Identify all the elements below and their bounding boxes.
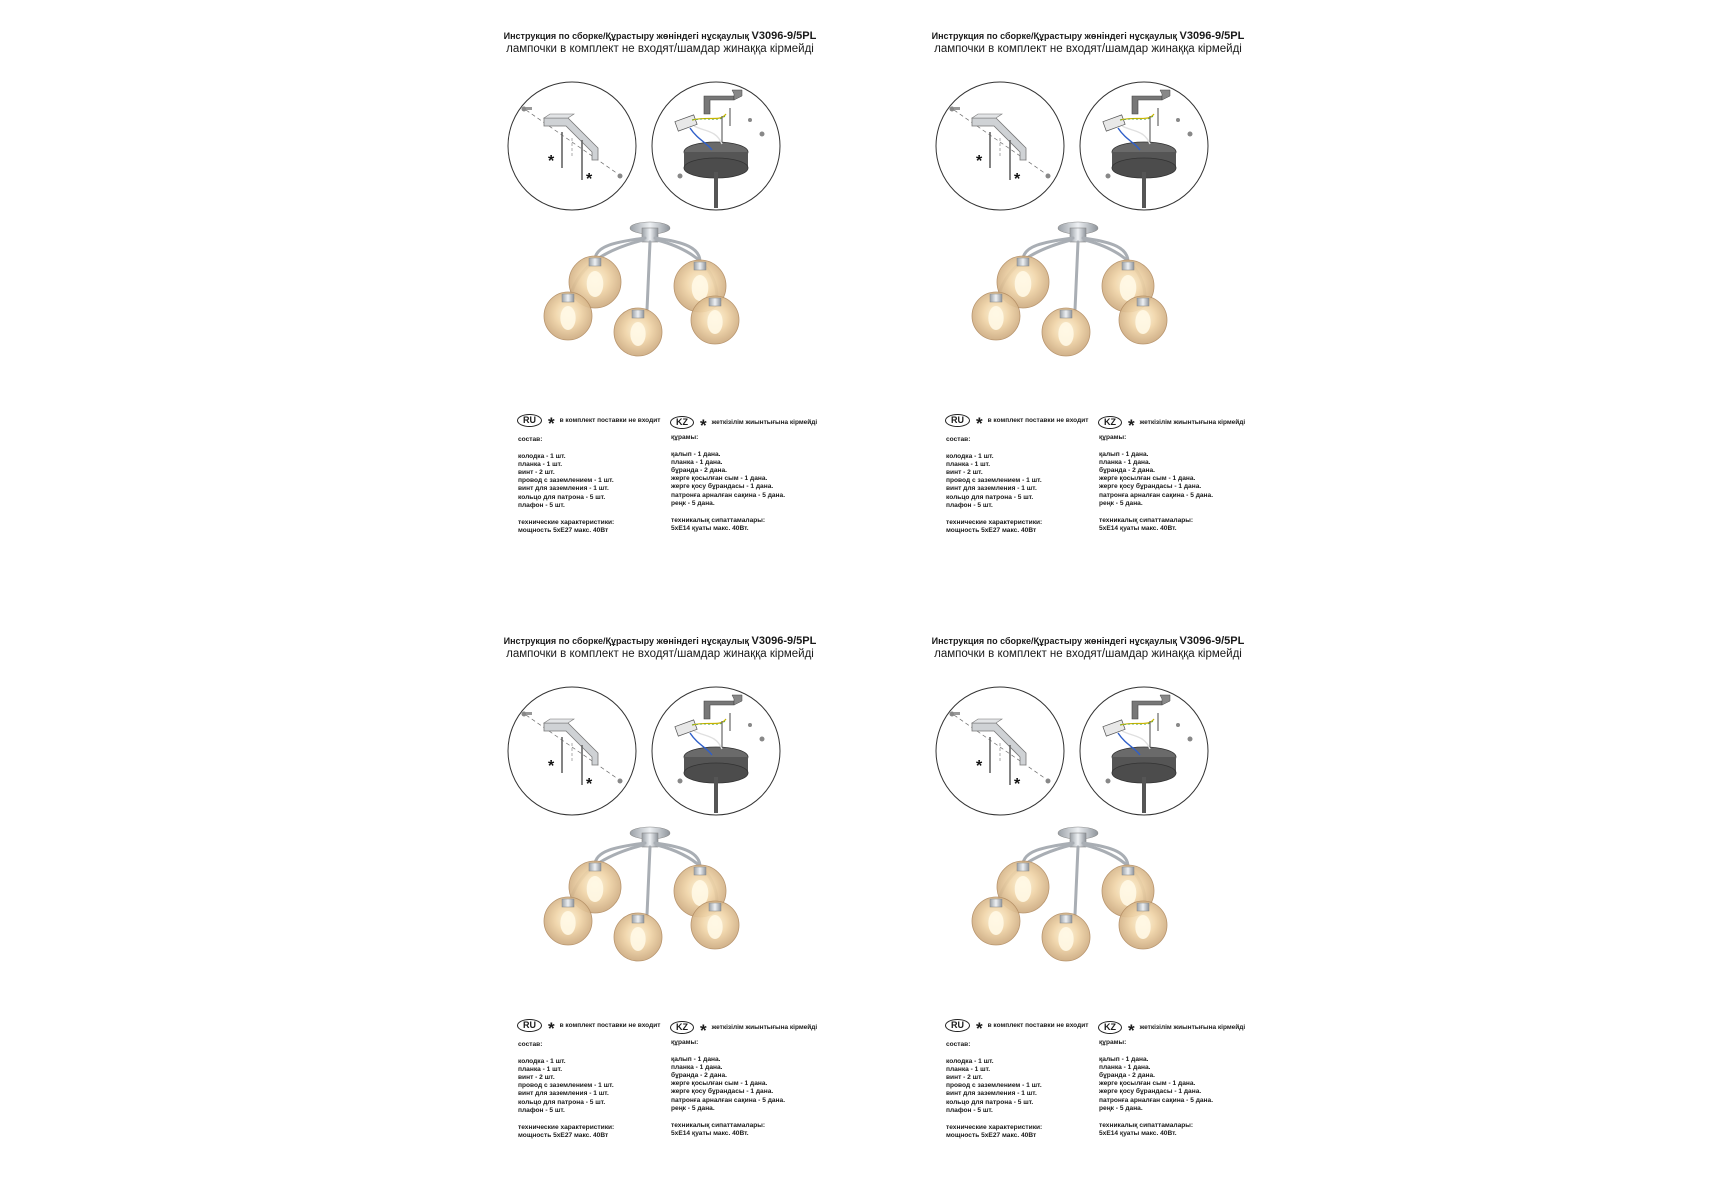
kz-legend	[1098, 1020, 1246, 1040]
chandelier-illustration	[963, 825, 1193, 975]
asterisk-mark: *	[586, 776, 593, 793]
ru-legend	[945, 413, 1089, 433]
kz-spec-header: техникалық сипаттамалары:	[671, 1121, 766, 1129]
component-item: винт для заземления - 1 шт.	[518, 1090, 609, 1098]
component-item: провод с заземлением - 1 шт.	[946, 477, 1042, 485]
bulbs-not-included-note: лампочки в комплект не входят/шамдар жинаққа кірмейді	[506, 43, 814, 55]
component-item: кольцо для патрона - 5 шт.	[946, 493, 1034, 501]
ru-not-included-note: в комплект поставки не входит	[559, 417, 661, 424]
kz-parts-header: құрамы:	[671, 434, 699, 441]
kz-not-included-note: жеткізілім жиынтығына кірмейді	[1139, 419, 1246, 426]
ru-parts-list	[946, 436, 1042, 535]
component-item: планка - 1 шт.	[946, 461, 991, 469]
component-item: провод с заземлением - 1 шт.	[518, 1082, 614, 1090]
kz-parts-list	[1099, 1039, 1213, 1138]
component-item: патронға арналған сақина - 5 дана.	[1099, 491, 1214, 499]
model-number: V3096-9/5PL	[751, 30, 817, 42]
component-item: жерге қосу бұрандасы - 1 дана.	[1099, 1088, 1202, 1096]
mounting-plate-diagram	[506, 685, 638, 817]
ru-spec-value: мощность 5xE27 макс. 40Вт	[518, 526, 609, 534]
component-item: планка - 1 дана.	[1099, 459, 1151, 467]
ru-legend	[945, 1018, 1089, 1038]
sheet-title	[908, 30, 1268, 42]
ru-not-included-note: в комплект поставки не входит	[987, 417, 1089, 424]
sheet-header	[908, 635, 1268, 661]
component-item: винт для заземления - 1 шт.	[518, 485, 609, 493]
component-item: провод с заземлением - 1 шт.	[518, 477, 614, 485]
bulbs-not-included-note: лампочки в комплект не входят/шамдар жинаққа кірмейді	[506, 648, 814, 660]
component-item: планка - 1 дана.	[671, 459, 723, 467]
component-item: кольцо для патрона - 5 шт.	[518, 493, 606, 501]
canopy-wiring-diagram	[1078, 80, 1210, 212]
component-item: винт для заземления - 1 шт.	[946, 1090, 1037, 1098]
instruction-sheet	[908, 635, 1338, 1155]
kz-spec-header: техникалық сипаттамалары:	[1099, 1121, 1194, 1129]
component-item: колодка - 1 шт.	[518, 1058, 566, 1066]
asterisk-icon: *	[548, 413, 555, 433]
component-item: қалып - 1 дана.	[1099, 1056, 1149, 1064]
ru-badge: RU	[517, 1019, 542, 1032]
bulbs-not-included-note: лампочки в комплект не входят/шамдар жинаққа кірмейді	[934, 43, 1242, 55]
canopy-wiring-diagram	[1078, 685, 1210, 817]
component-item: реңк - 5 дана.	[1099, 499, 1143, 507]
instruction-sheet	[480, 30, 910, 550]
sheet-header	[908, 30, 1268, 56]
chandelier-illustration	[963, 220, 1193, 370]
component-item: жерге қосылған сым - 1 дана.	[1099, 475, 1196, 483]
component-item: жерге қосылған сым - 1 дана.	[1099, 1080, 1196, 1088]
component-item: планка - 1 шт.	[946, 1066, 991, 1074]
component-item: винт - 2 шт.	[518, 1074, 555, 1082]
kz-spec-value: 5xE14 қуаты макс. 40Вт.	[1099, 1129, 1177, 1137]
component-item: планка - 1 шт.	[518, 461, 563, 469]
component-item: реңк - 5 дана.	[671, 1104, 715, 1112]
ru-spec-value: мощность 5xE27 макс. 40Вт	[946, 526, 1037, 534]
component-item: плафон - 5 шт.	[518, 1106, 565, 1114]
kz-parts-header: құрамы:	[1099, 1039, 1127, 1046]
component-item: планка - 1 шт.	[518, 1066, 563, 1074]
component-item: патронға арналған сақина - 5 дана.	[1099, 1096, 1214, 1104]
component-item: жерге қосу бұрандасы - 1 дана.	[671, 483, 774, 491]
component-item: бұранда - 2 дана.	[1099, 467, 1155, 475]
mounting-plate-diagram	[934, 685, 1066, 817]
ru-parts-header: состав:	[518, 436, 543, 443]
title-text: Инструкция по сборке/Құрастыру жөніндегі нұсқаулық	[503, 31, 750, 41]
component-item: плафон - 5 шт.	[946, 501, 993, 509]
kz-spec-header: техникалық сипаттамалары:	[1099, 516, 1194, 524]
asterisk-mark: *	[548, 758, 555, 775]
component-item: кольцо для патрона - 5 шт.	[946, 1098, 1034, 1106]
component-item: патронға арналған сақина - 5 дана.	[671, 1096, 786, 1104]
kz-spec-value: 5xE14 қуаты макс. 40Вт.	[671, 524, 749, 532]
component-item: колодка - 1 шт.	[946, 453, 994, 461]
asterisk-icon: *	[976, 1018, 983, 1038]
kz-badge: KZ	[670, 1021, 694, 1034]
ru-spec-header: технические характеристики:	[518, 518, 615, 526]
component-item: планка - 1 дана.	[671, 1064, 723, 1072]
asterisk-icon: *	[1128, 1020, 1135, 1040]
kz-badge: KZ	[1098, 1021, 1122, 1034]
kz-parts-list	[1099, 434, 1213, 533]
sheet-title	[480, 30, 840, 42]
ru-badge: RU	[945, 1019, 970, 1032]
sheet-title	[908, 635, 1268, 647]
asterisk-mark: *	[976, 153, 983, 170]
kz-not-included-note: жеткізілім жиынтығына кірмейді	[711, 1024, 818, 1031]
kz-not-included-note: жеткізілім жиынтығына кірмейді	[1139, 1024, 1246, 1031]
component-item: қалып - 1 дана.	[1099, 451, 1149, 459]
component-item: винт для заземления - 1 шт.	[946, 485, 1037, 493]
ru-parts-header: состав:	[946, 1041, 971, 1048]
ru-spec-header: технические характеристики:	[946, 1123, 1043, 1131]
kz-parts-list	[671, 434, 785, 533]
title-text: Инструкция по сборке/Құрастыру жөніндегі нұсқаулық	[931, 636, 1178, 646]
ru-badge: RU	[517, 414, 542, 427]
ru-not-included-note: в комплект поставки не входит	[559, 1022, 661, 1029]
component-item: қалып - 1 дана.	[671, 1056, 721, 1064]
canopy-wiring-diagram	[650, 685, 782, 817]
component-item: бұранда - 2 дана.	[1099, 1072, 1155, 1080]
model-number: V3096-9/5PL	[1179, 30, 1245, 42]
asterisk-icon: *	[700, 415, 707, 435]
kz-parts-list	[671, 1039, 785, 1138]
ru-not-included-note: в комплект поставки не входит	[987, 1022, 1089, 1029]
component-item: қалып - 1 дана.	[671, 451, 721, 459]
mounting-plate-diagram	[934, 80, 1066, 212]
ru-parts-list	[946, 1041, 1042, 1140]
sheet-header	[480, 30, 840, 56]
asterisk-mark: *	[586, 171, 593, 188]
component-item: колодка - 1 шт.	[946, 1058, 994, 1066]
model-number: V3096-9/5PL	[751, 635, 817, 647]
asterisk-icon: *	[1128, 415, 1135, 435]
component-item: кольцо для патрона - 5 шт.	[518, 1098, 606, 1106]
sheet-header	[480, 635, 840, 661]
ru-parts-header: состав:	[518, 1041, 543, 1048]
component-item: реңк - 5 дана.	[1099, 1104, 1143, 1112]
kz-badge: KZ	[670, 416, 694, 429]
kz-legend	[1098, 415, 1246, 435]
component-item: плафон - 5 шт.	[518, 501, 565, 509]
component-item: реңк - 5 дана.	[671, 499, 715, 507]
asterisk-icon: *	[976, 413, 983, 433]
component-item: плафон - 5 шт.	[946, 1106, 993, 1114]
component-item: винт - 2 шт.	[518, 469, 555, 477]
component-item: бұранда - 2 дана.	[671, 467, 727, 475]
title-text: Инструкция по сборке/Құрастыру жөніндегі нұсқаулық	[503, 636, 750, 646]
asterisk-mark: *	[548, 153, 555, 170]
kz-legend	[670, 415, 818, 435]
ru-spec-value: мощность 5xE27 макс. 40Вт	[518, 1131, 609, 1139]
component-item: жерге қосылған сым - 1 дана.	[671, 1080, 768, 1088]
component-item: бұранда - 2 дана.	[671, 1072, 727, 1080]
component-item: колодка - 1 шт.	[518, 453, 566, 461]
ru-badge: RU	[945, 414, 970, 427]
asterisk-mark: *	[1014, 171, 1021, 188]
kz-spec-value: 5xE14 қуаты макс. 40Вт.	[1099, 524, 1177, 532]
component-item: патронға арналған сақина - 5 дана.	[671, 491, 786, 499]
ru-legend	[517, 1018, 661, 1038]
title-text: Инструкция по сборке/Құрастыру жөніндегі нұсқаулық	[931, 31, 1178, 41]
kz-spec-header: техникалық сипаттамалары:	[671, 516, 766, 524]
model-number: V3096-9/5PL	[1179, 635, 1245, 647]
bulbs-not-included-note: лампочки в комплект не входят/шамдар жинаққа кірмейді	[934, 648, 1242, 660]
component-item: жерге қосылған сым - 1 дана.	[671, 475, 768, 483]
ru-legend	[517, 413, 661, 433]
kz-parts-header: құрамы:	[671, 1039, 699, 1046]
asterisk-mark: *	[976, 758, 983, 775]
kz-parts-header: құрамы:	[1099, 434, 1127, 441]
component-item: винт - 2 шт.	[946, 1074, 983, 1082]
chandelier-illustration	[535, 220, 765, 370]
ru-parts-header: состав:	[946, 436, 971, 443]
ru-spec-header: технические характеристики:	[946, 518, 1043, 526]
component-item: жерге қосу бұрандасы - 1 дана.	[1099, 483, 1202, 491]
component-item: провод с заземлением - 1 шт.	[946, 1082, 1042, 1090]
mounting-plate-diagram	[506, 80, 638, 212]
kz-badge: KZ	[1098, 416, 1122, 429]
chandelier-illustration	[535, 825, 765, 975]
canopy-wiring-diagram	[650, 80, 782, 212]
ru-spec-value: мощность 5xE27 макс. 40Вт	[946, 1131, 1037, 1139]
ru-spec-header: технические характеристики:	[518, 1123, 615, 1131]
asterisk-icon: *	[700, 1020, 707, 1040]
asterisk-icon: *	[548, 1018, 555, 1038]
component-item: планка - 1 дана.	[1099, 1064, 1151, 1072]
kz-legend	[670, 1020, 818, 1040]
instruction-sheet	[908, 30, 1338, 550]
component-item: винт - 2 шт.	[946, 469, 983, 477]
sheet-title	[480, 635, 840, 647]
ru-parts-list	[518, 436, 614, 535]
kz-not-included-note: жеткізілім жиынтығына кірмейді	[711, 419, 818, 426]
component-item: жерге қосу бұрандасы - 1 дана.	[671, 1088, 774, 1096]
kz-spec-value: 5xE14 қуаты макс. 40Вт.	[671, 1129, 749, 1137]
ru-parts-list	[518, 1041, 614, 1140]
asterisk-mark: *	[1014, 776, 1021, 793]
instruction-sheet	[480, 635, 910, 1155]
